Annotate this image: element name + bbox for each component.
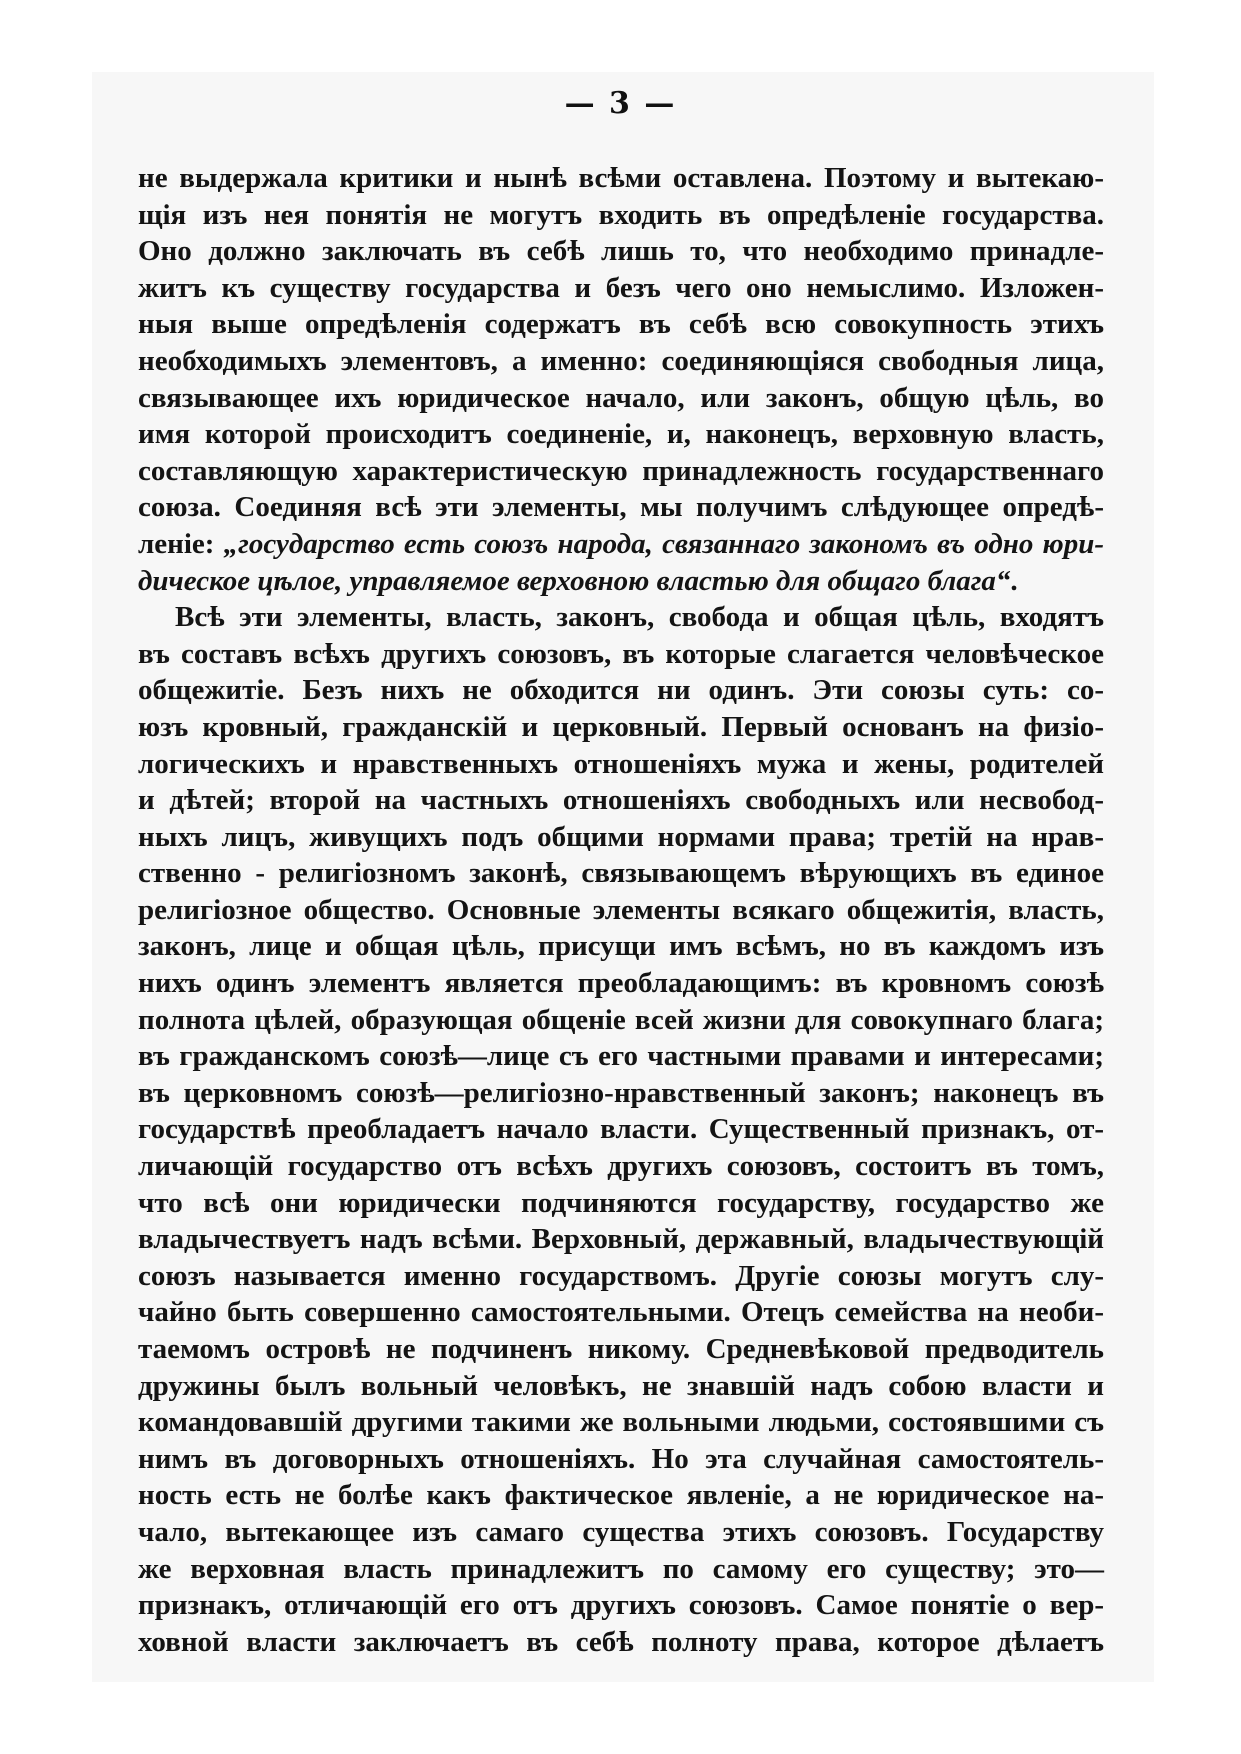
text-line-36: нимъ въ договорныхъ отношеніяхъ. Но эта случайная самостоятель- <box>138 1442 1104 1475</box>
text-line-1: не выдержала критики и нынѣ всѣми оставлена. Поэтому и вытекаю- <box>138 162 1104 194</box>
page-number: — 3 — <box>564 86 677 121</box>
text-line-17: логическихъ и нравственныхъ отношеніяхъ мужа и жены, родителей <box>138 747 1104 780</box>
text-line-37: ность есть не болѣе какъ фактическое явленіе, а не юридическое на- <box>138 1479 1104 1512</box>
text-line-14: въ составъ всѣхъ другихъ союзовъ, въ которые слагается человѣческое <box>138 637 1104 670</box>
text-line-10: союза. Соединяя всѣ эти элементы, мы получимъ слѣдующее опредѣ- <box>138 491 1104 524</box>
text-line-41: ховной власти заключаетъ въ себѣ полноту права, которое дѣлаетъ <box>138 1625 1104 1658</box>
text-line-24: полнота цѣлей, образующая общеніе всей жизни для совокупнаго блага; <box>138 1003 1104 1036</box>
text-line-20: ственно - религіозномъ законѣ, связывающемъ вѣрующихъ въ единое <box>138 857 1104 890</box>
text-line-38: чало, вытекающее изъ самаго существа этихъ союзовъ. Государству <box>138 1515 1104 1548</box>
text-line-39: же верховная власть принадлежитъ по самому его существу; это— <box>138 1552 1104 1585</box>
text-line-40: признакъ, отличающій его отъ другихъ союзовъ. Самое понятіе о вер- <box>138 1589 1104 1622</box>
text-line-30: владычествуетъ надъ всѣми. Верховный, державный, владычествующій <box>138 1223 1104 1256</box>
text-line-26: въ церковномъ союзѣ—религіозно-нравственный законъ; наконецъ въ <box>138 1076 1104 1109</box>
text-line-9: составляющую характеристическую принадлежность государственнаго <box>138 454 1104 487</box>
definition-quote-part-2: дическое цѣлое, управляемое верховною властью для общаго блага“ <box>138 564 1011 597</box>
text-line-31: союзъ называется именно государствомъ. Другіе союзы могутъ слу- <box>138 1259 1104 1292</box>
text-line-22: законъ, лице и общая цѣль, присущи имъ всѣмъ, но въ каждомъ изъ <box>138 930 1104 963</box>
text-line-16: юзъ кровный, гражданскій и церковный. Первый основанъ на физіо- <box>138 710 1104 743</box>
text-line-28: личающій государство отъ всѣхъ другихъ союзовъ, состоитъ въ томъ, <box>138 1150 1104 1183</box>
text-line-27: государствѣ преобладаетъ начало власти. Существенный признакъ, от- <box>138 1113 1104 1146</box>
definition-quote-part-1: „государство есть союзъ народа, связаннаго закономъ въ одно юри- <box>223 527 1104 560</box>
text-line-12-definition <box>138 563 1104 600</box>
text-line-6: необходимыхъ элементовъ, а именно: соединяющіяся свободныя лица, <box>138 344 1104 377</box>
text-line-35: командовавшій другими такими же вольными людьми, состоявшими съ <box>138 1406 1104 1439</box>
text-line-15: общежитіе. Безъ нихъ не обходится ни одинъ. Эти союзы суть: со- <box>138 674 1104 707</box>
text-line-11-definition <box>138 526 1104 563</box>
text-line-32: чайно быть совершенно самостоятельными. Отецъ семейства на необи- <box>138 1296 1104 1329</box>
body-text <box>138 160 1104 1660</box>
text-line-2: щія изъ нея понятія не могутъ входить въ опредѣленіе государства. <box>138 198 1104 231</box>
text-line-23: нихъ одинъ элементъ является преобладающимъ: въ кровномъ союзѣ <box>138 967 1104 1000</box>
text-line-3: Оно должно заключать въ себѣ лишь то, что необходимо принадле- <box>138 235 1104 268</box>
text-line-34: дружины былъ вольный человѣкъ, не знавшій надъ собою власти и <box>138 1369 1104 1402</box>
definition-end-period: . <box>1010 564 1018 597</box>
text-line-21: религіозное общество. Основные элементы всякаго общежитія, власть, <box>138 893 1104 926</box>
text-line-29: что всѣ они юридически подчиняются государству, государство же <box>138 1186 1104 1219</box>
text-line-8: имя которой происходитъ соединеніе, и, наконецъ, верховную власть, <box>138 418 1104 451</box>
text-line-7: связывающее ихъ юридическое начало, или законъ, общую цѣль, во <box>138 381 1104 414</box>
text-line-33: таемомъ островѣ не подчиненъ никому. Средневѣковой предводитель <box>138 1333 1104 1365</box>
text-line-25: въ гражданскомъ союзѣ—лице съ его частными правами и интересами; <box>138 1040 1104 1073</box>
text-line-19: ныхъ лицъ, живущихъ подъ общими нормами права; третій на нрав- <box>138 820 1104 853</box>
definition-lead: леніе: <box>138 527 224 560</box>
text-line-4: житъ къ существу государства и безъ чего оно немыслимо. Изложен- <box>138 271 1104 304</box>
text-line-18: и дѣтей; второй на частныхъ отношеніяхъ свободныхъ или несвобод- <box>138 784 1104 817</box>
text-line-13: Всѣ эти элементы, власть, законъ, свобода и общая цѣль, входятъ <box>175 601 1104 634</box>
text-line-5: ныя выше опредѣленія содержатъ въ себѣ всю совокупность этихъ <box>138 308 1104 341</box>
